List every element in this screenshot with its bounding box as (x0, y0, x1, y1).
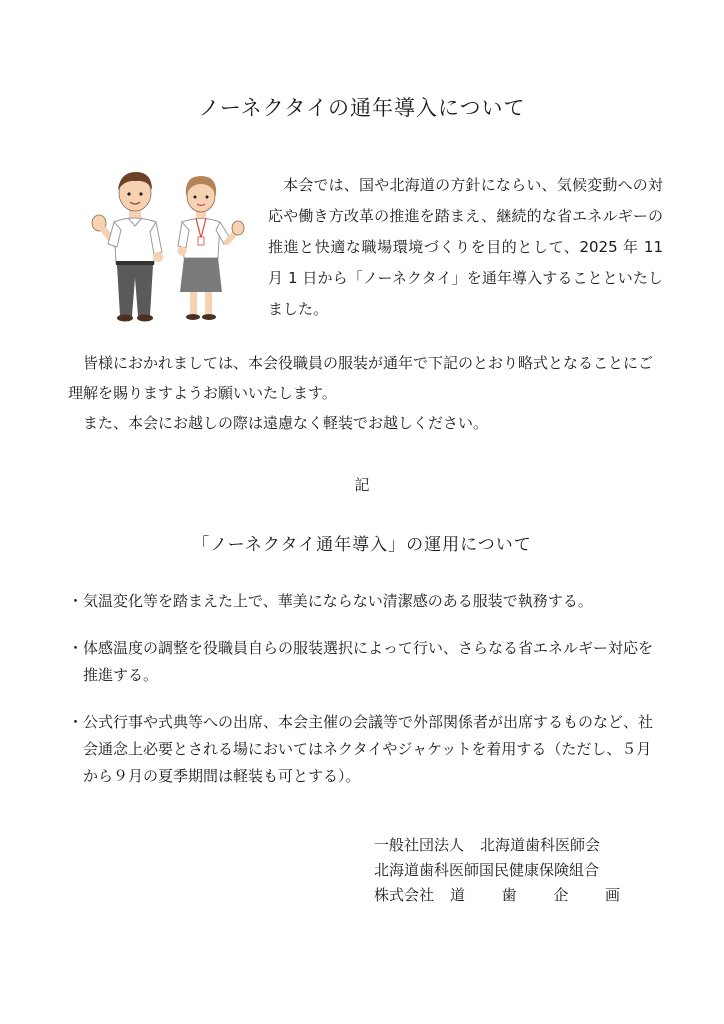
rules-list (68, 588, 663, 810)
bullet-mark: ・ (68, 592, 84, 610)
list-item (68, 635, 663, 689)
company-name-char: 歯 (501, 886, 517, 904)
welcome-paragraph: また、本会にお越しの際は遠慮なく軽装でお越しください。 (83, 414, 489, 432)
section-subtitle: 「ノーネクタイ通年導入」の運用について (192, 535, 532, 555)
page-title: ノーネクタイの通年導入について (198, 96, 526, 120)
female-worker-figure (178, 176, 245, 320)
bullet-mark: ・ (68, 713, 84, 731)
company-name-char: 道 (450, 886, 466, 904)
org-type: 株式会社 (374, 886, 435, 904)
male-worker-figure (92, 172, 163, 322)
request-paragraph: 皆様におかれましては、本会役職員の服装が通年で下記のとおり略式となることにご理解を賜りますようお願いいたします。 (68, 354, 654, 402)
org-name: 北海道歯科医師国民健康保険組合 (374, 861, 600, 879)
list-item-text: 公式行事や式典等への出席、本会主催の会議等で外部関係者が出席するものなど、社会通念上必要とされる場においてはネクタイやジャケットを着用する（ただし、５月から９月の夏季期間は軽装も可とする）。 (83, 713, 654, 785)
org-type: 一般社団法人 (374, 836, 465, 854)
signature-block (374, 833, 674, 908)
office-workers-illustration-icon (84, 160, 254, 330)
signature-line-company (374, 883, 674, 908)
signature-line-insurance (374, 858, 674, 883)
ki-heading: 記 (354, 476, 370, 494)
signature-line-association (374, 833, 674, 858)
bullet-mark: ・ (68, 639, 84, 657)
company-name-char: 画 (604, 886, 620, 904)
list-item-text: 体感温度の調整を役職員自らの服装選択によって行い、さらなる省エネルギー対応を推進する。 (83, 639, 654, 684)
list-item (68, 709, 663, 790)
org-name: 北海道歯科医師会 (480, 836, 601, 854)
list-item-text: 気温変化等を踏まえた上で、華美にならない清潔感のある服装で執務する。 (83, 592, 593, 610)
company-name (450, 883, 620, 908)
list-item (68, 588, 663, 615)
intro-paragraph: 本会では、国や北海道の方針にならい、気候変動への対応や働き方改革の推進を踏まえ、継続的な省エネルギーの推進と快適な職場環境づくりを目的として、2025 年 11 月 1 日から「ノーネクタイ」を通年導入することといたしました。 (268, 176, 663, 318)
company-name-char: 企 (553, 886, 569, 904)
